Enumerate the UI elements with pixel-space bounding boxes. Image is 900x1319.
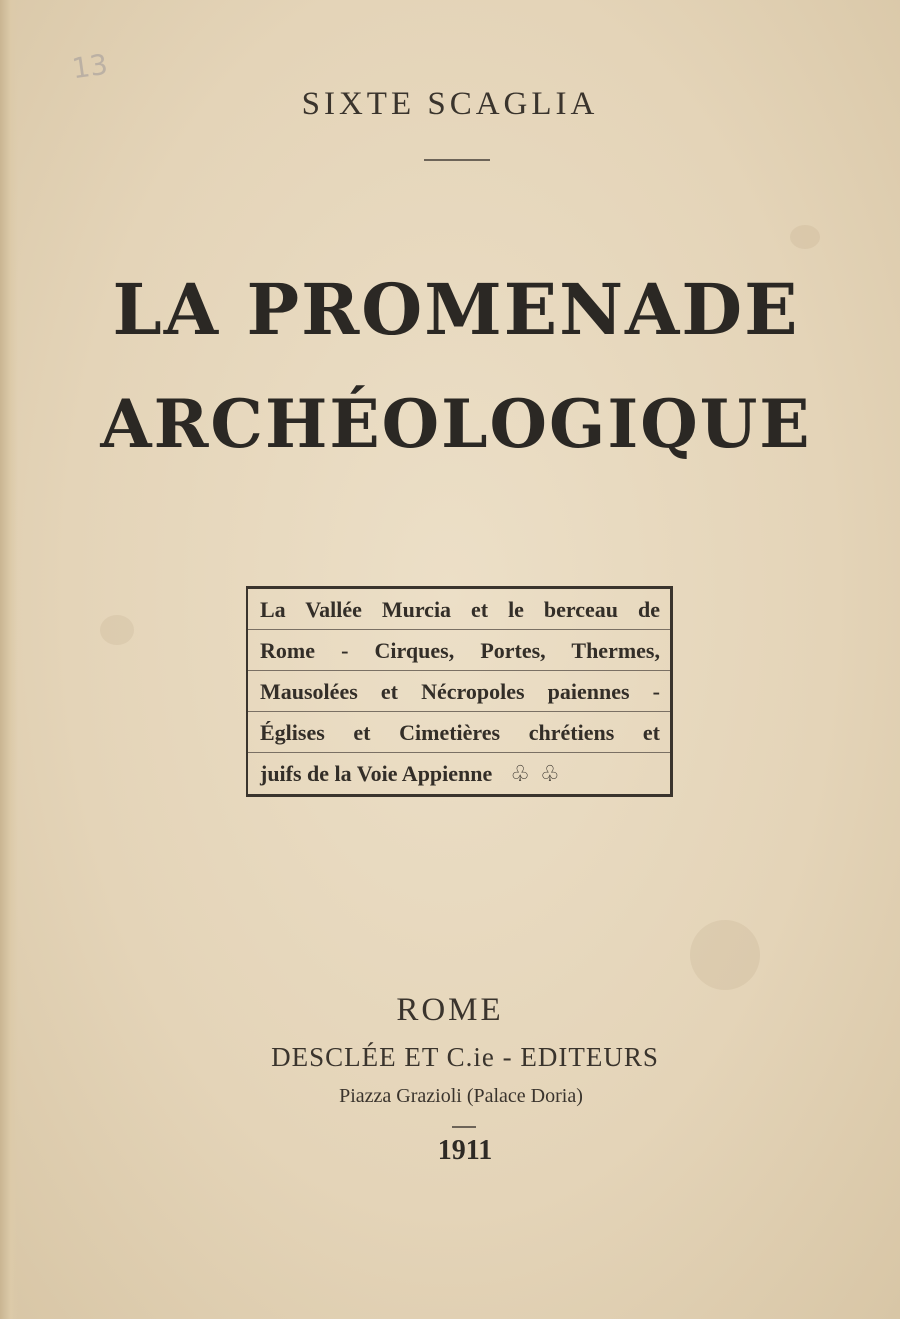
subtitle-line: juifs de la Voie Appienne — [260, 761, 493, 786]
ornament-icon: ♧♧ — [510, 761, 570, 786]
pencil-mark: 13 — [69, 47, 110, 86]
imprint-publisher: DESCLÉE ET C.ie - EDITEURS — [271, 1042, 659, 1072]
subtitle-box — [246, 586, 673, 797]
paper-stain — [790, 225, 820, 249]
paper-stain — [100, 615, 134, 645]
imprint-place: ROME — [396, 992, 504, 1028]
spine-edge — [0, 0, 18, 1319]
imprint-address: Piazza Grazioli (Palace Doria) — [339, 1085, 583, 1107]
subtitle-line: Églises et Cimetières chrétiens et — [248, 712, 670, 753]
author-name: SIXTE SCAGLIA — [301, 86, 599, 122]
divider-rule — [452, 1126, 476, 1128]
divider-rule — [424, 159, 490, 161]
subtitle-line-last — [248, 753, 670, 794]
subtitle-line: La Vallée Murcia et le berceau de — [248, 589, 670, 630]
subtitle-line: Rome - Cirques, Portes, Thermes, — [248, 630, 670, 671]
title-line-2: ARCHÉOLOGIQUE — [100, 385, 812, 463]
paper-stain — [690, 920, 760, 990]
subtitle-line: Mausolées et Nécropoles paiennes - — [248, 671, 670, 712]
title-line-1: LA PROMENADE — [112, 268, 800, 351]
imprint-year: 1911 — [437, 1135, 493, 1166]
